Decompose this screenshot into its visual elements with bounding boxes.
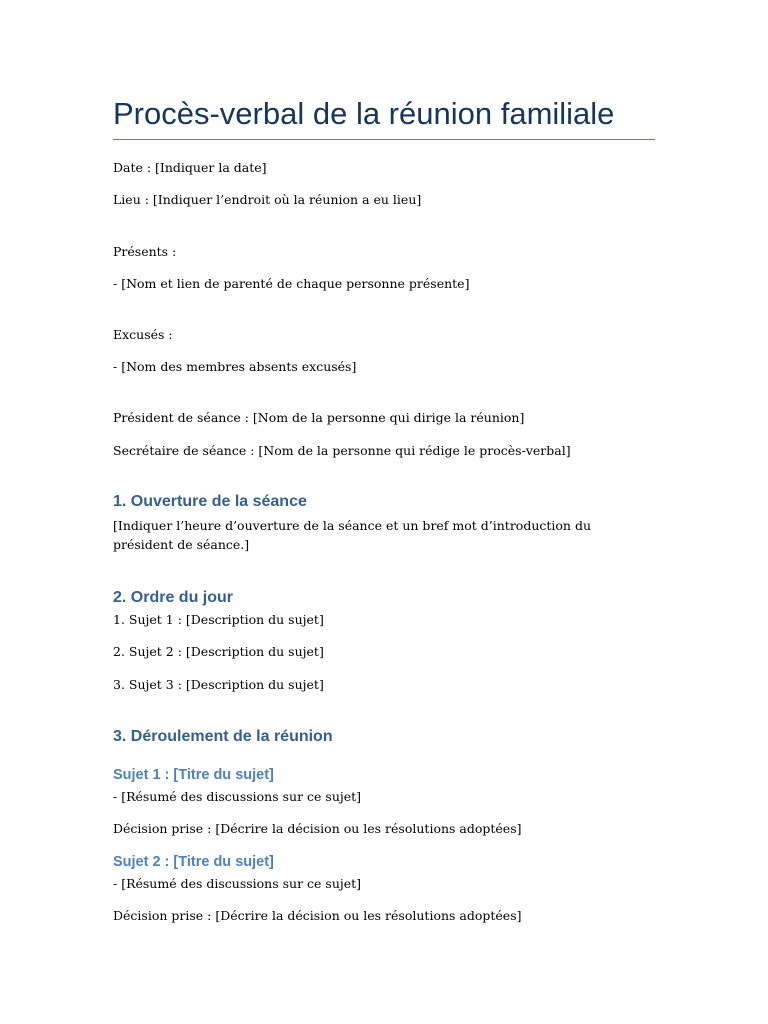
lieu-line: Lieu : [Indiquer l’endroit où la réunion a eu lieu] bbox=[113, 192, 422, 207]
subject-1-heading: Sujet 1 : [Titre du sujet] bbox=[113, 767, 274, 783]
excuses-label: Excusés : bbox=[113, 327, 173, 342]
subject-1-summary: - [Résumé des discussions sur ce sujet] bbox=[113, 789, 362, 804]
excuses-item: - [Nom des membres absents excusés] bbox=[113, 359, 357, 374]
section-2-heading: 2. Ordre du jour bbox=[113, 589, 234, 606]
presents-label: Présents : bbox=[113, 244, 177, 259]
subject-2-heading: Sujet 2 : [Titre du sujet] bbox=[113, 854, 274, 870]
presents-item: - [Nom et lien de parenté de chaque personne présente] bbox=[113, 276, 470, 291]
secretaire-line: Secrétaire de séance : [Nom de la personne qui rédige le procès-verbal] bbox=[113, 443, 571, 458]
subject-2-decision: Décision prise : [Décrire la décision ou les résolutions adoptées] bbox=[113, 908, 522, 923]
agenda-item-1: 1. Sujet 1 : [Description du sujet] bbox=[113, 612, 324, 627]
president-line: Président de séance : [Nom de la personne qui dirige la réunion] bbox=[113, 410, 525, 425]
section-1-body: [Indiquer l’heure d’ouverture de la séance et un bref mot d’introduction du président de séance.] bbox=[113, 518, 592, 552]
subject-1-decision: Décision prise : [Décrire la décision ou les résolutions adoptées] bbox=[113, 821, 522, 836]
agenda-item-2: 2. Sujet 2 : [Description du sujet] bbox=[113, 644, 324, 659]
agenda-item-3: 3. Sujet 3 : [Description du sujet] bbox=[113, 677, 324, 692]
section-1-heading: 1. Ouverture de la séance bbox=[113, 493, 307, 510]
title-underline bbox=[113, 139, 655, 140]
subject-2-summary: - [Résumé des discussions sur ce sujet] bbox=[113, 876, 362, 891]
section-3-heading: 3. Déroulement de la réunion bbox=[113, 728, 333, 745]
date-line: Date : [Indiquer la date] bbox=[113, 160, 267, 175]
document-title: Procès-verbal de la réunion familiale bbox=[113, 96, 615, 131]
